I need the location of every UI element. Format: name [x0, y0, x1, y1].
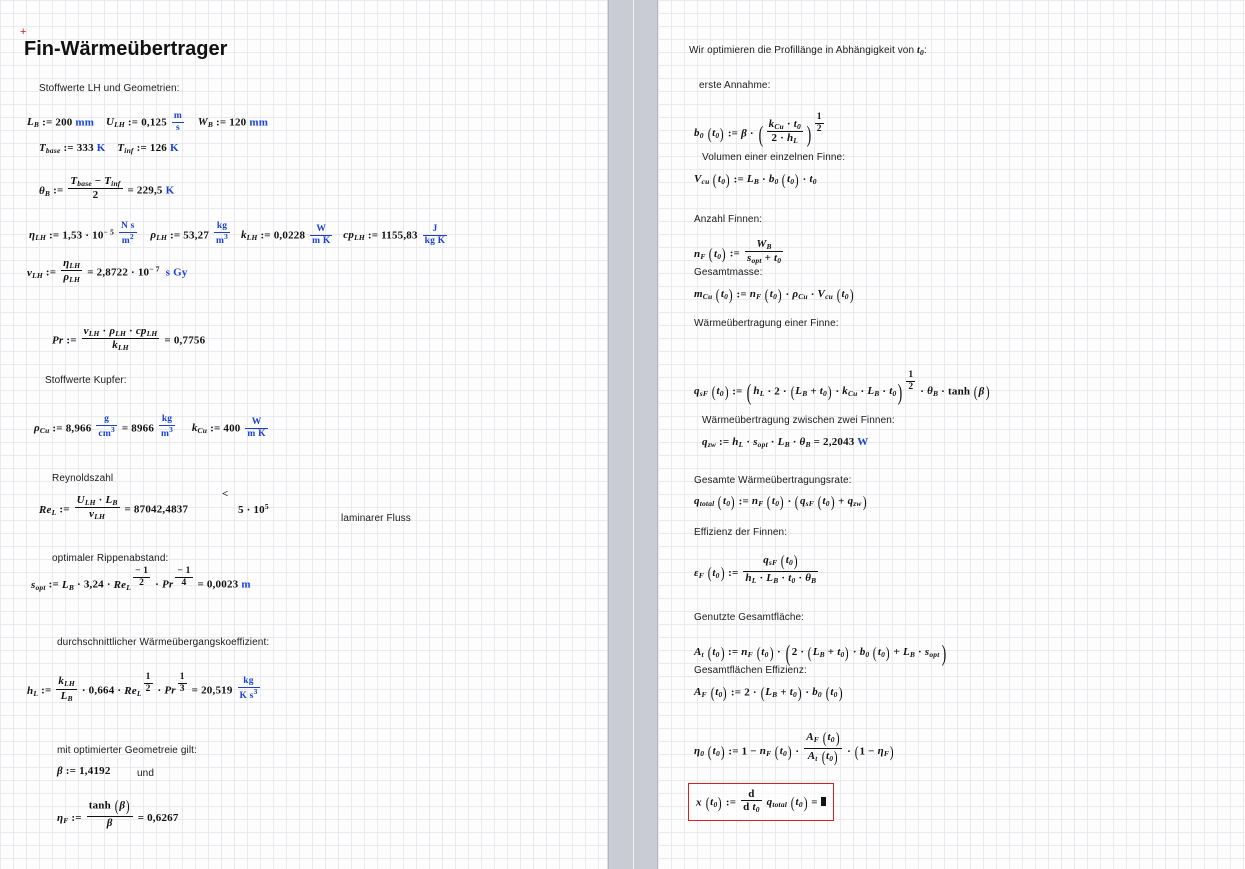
eq-overall-efficiency[interactable]: $\eta_0$ $(t_0)$ := $1 - n_F$ $(t_0)$ · $\frac{A_F (t_0)}{A_t (t_0)}$ · $(1 - \eta_F)$: [694, 730, 894, 766]
eq-fin-area[interactable]: $A_F$ $(t_0)$ := $2 \cdot (L_B + t_0) \cdot b_0$ $(t_0)$: [694, 685, 843, 702]
empty-placeholder-box[interactable]: [821, 797, 826, 806]
heading-material-copper: Stoffwerte Kupfer:: [45, 375, 127, 386]
page-gutter: [608, 0, 658, 869]
eq-thetaB[interactable]: $\theta_B$ := $\frac{T_{base} - T_{inf}}{2}$ = 229,5 K: [39, 175, 175, 202]
cursor-crosshair-marker: +: [20, 26, 27, 38]
heading-total-used-area: Genutzte Gesamtfläche:: [694, 612, 805, 623]
eq-copper-properties[interactable]: $\rho_{Cu}$ := 8,966 $\frac{g}{cm^3}$ = 8966 $\frac{kg}{m^3}$ $k_{Cu}$ := 400 $\frac{W}{\text{m K}}$: [34, 414, 266, 439]
eq-Tbase-Tinf[interactable]: $T_{base}$ := 333 K $T_{inf}$ := 126 K: [39, 142, 179, 156]
heading-first-assumption: erste Annahme:: [699, 80, 771, 91]
heading-optimal-spacing: optimaler Rippenabstand:: [52, 553, 169, 564]
heading-material-geometry: Stoffwerte LH und Geometrien:: [39, 83, 180, 94]
worksheet-page-left[interactable]: [0, 0, 608, 869]
eq-total-mass[interactable]: $m_{Cu}$ $(t_0)$ := $n_F$ $(t_0) \cdot \rho_{Cu} \cdot V_{cu}$ $(t_0)$: [694, 287, 854, 304]
label-und: und: [137, 768, 154, 779]
page-seam: [633, 0, 634, 869]
heading-optimized-geometry: mit optimierter Geometreie gilt:: [57, 745, 197, 756]
heading-total-mass: Gesamtmasse:: [694, 267, 763, 278]
label-laminar-flow: laminarer Fluss: [341, 513, 411, 524]
heading-intro: Wir optimieren die Profillänge in Abhängigkeit von $t_0$:: [689, 45, 927, 58]
eq-beta[interactable]: β := 1,4192: [57, 765, 111, 777]
heading-intro-text: Wir optimieren die Profillänge in Abhängigkeit von: [689, 45, 915, 56]
eq-reynolds-limit-value[interactable]: $5 \cdot 10^5$: [238, 502, 269, 516]
selected-equation-region[interactable]: [688, 783, 834, 821]
eq-heat-transfer-between-fins[interactable]: $q_{zw}$ := $h_L \cdot s_{opt} \cdot L_B \cdot \theta_B = 2,2043$ W: [702, 436, 869, 450]
heading-avg-htc: durchschnittlicher Wärmeübergangskoeffizient:: [57, 637, 270, 648]
eq-reynolds-number[interactable]: $Re_L$ := $\frac{U_{LH} \cdot L_B}{\nu_{LH}}$ = 87042,4837: [39, 494, 189, 522]
eq-avg-heat-transfer-coefficient[interactable]: $h_L$ := $\frac{k_{LH}}{L_B}$ · $0,664 \cdot Re_L$ $^{\frac{1}{2}}$ · Pr $^{\frac{1}{3}}$ = 20,519 $\frac{kg}{K s^3}$: [27, 672, 258, 703]
eq-LH-properties[interactable]: $\eta_{LH}$ := $1,53 \cdot 10^{- 5}$ $\frac{\text{N s}}{m^2}$ $\rho_{LH}$ := 53,27 $\frac{kg}{m^3}$ $k_{LH}$ := 0,0228 $\frac{W}{\text{m K}}$ $cp_{LH}$ := 1155,83 $\frac{J}{\text{kg K}}$: [29, 221, 446, 246]
eq-derivative-x[interactable]: x $(t_0)$ := $\frac{d}{d t_0}$ $q_{total}$ $(t_0)$ =: [688, 783, 834, 821]
eq-fin-efficiency[interactable]: $\varepsilon_F$ $(t_0)$ := $\frac{q_{sF} (t_0)}{h_L \cdot L_B \cdot t_0 \cdot \theta_B}$: [694, 553, 817, 585]
page-title: Fin-Wärmeübertrager: [24, 38, 228, 60]
eq-total-heat-rate[interactable]: $q_{total}$ $(t_0)$ := $n_F$ $(t_0) \cdot (q_{sF}$ $(t_0) + q_{zw}$): [694, 494, 867, 511]
heading-heat-transfer-between-fins: Wärmeübertragung zwischen zwei Finnen:: [702, 415, 895, 426]
eq-heat-transfer-one-fin[interactable]: $q_{sF}$ $(t_0)$ := ( $h_L \cdot 2 \cdot (L_B + t_0) \cdot k_{Cu} \cdot L_B \cdot t_0$) $^{\frac{1}{2}}$ · $\theta_B \cdot \tanh (\beta)$: [694, 370, 990, 406]
heading-total-area-efficiency: Gesamtflächen Effizienz:: [694, 665, 807, 676]
heading-fin-efficiency: Effizienz der Finnen:: [694, 527, 788, 538]
eq-nu-LH[interactable]: $\nu_{LH}$ := $\frac{\eta_{LH}}{\rho_{LH}}$ = $2,8722 \cdot 10^{- 7}$ s Gy: [27, 257, 188, 285]
eq-optimal-spacing[interactable]: $s_{opt}$ := $L_B \cdot 3,24 \cdot Re_L$ $^{\frac{- 1}{2}}$ · Pr $^{\frac{- 1}{4}}$ = 0,0023 m: [31, 566, 251, 592]
eq-LB-ULH-WB[interactable]: $L_B$ := 200 mm $U_{LH}$ := 0,125 $\frac{m}{s}$ $W_B$ := 120 mm: [27, 111, 269, 133]
eq-total-used-area[interactable]: $A_t$ $(t_0)$ := $n_F$ $(t_0)$ · ( $2 \cdot (L_B + t_0) \cdot b_0$ $(t_0) + L_B \cdot s_{opt}$): [694, 640, 946, 666]
eq-fin-efficiency-value[interactable]: $\eta_F$ := $\frac{\tanh (\beta)}{\beta}$ = 0,6267: [57, 798, 179, 829]
heading-heat-transfer-one-fin: Wärmeübertragung einer Finne:: [694, 318, 839, 329]
eq-number-fins[interactable]: $n_F$ $(t_0)$ := $\frac{W_B}{s_{opt} + t_0}$: [694, 238, 782, 266]
heading-reynolds: Reynoldszahl: [52, 473, 114, 484]
eq-reynolds-limit[interactable]: <: [222, 488, 229, 500]
eq-b0[interactable]: $b_0$ $(t_0)$ := β · ( $\frac{k_{Cu} \cdot t_0}{2 \cdot h_L}$ ) $^{\frac{1}{2}}$: [694, 112, 822, 148]
heading-volume-single-fin: Volumen einer einzelnen Finne:: [702, 152, 846, 163]
eq-prandtl[interactable]: Pr := $\frac{\nu_{LH} \cdot \rho_{LH} \cdot cp_{LH}}{k_{LH}}$ = 0,7756: [52, 325, 206, 353]
worksheet-page-right[interactable]: [658, 0, 1245, 869]
heading-total-heat-rate: Gesamte Wärmeübertragungsrate:: [694, 475, 852, 486]
eq-volume-single-fin[interactable]: $V_{cu}$ $(t_0)$ := $L_B \cdot b_0$ $(t_0) \cdot t_0$: [694, 172, 817, 189]
heading-number-fins: Anzahl Finnen:: [694, 214, 763, 225]
